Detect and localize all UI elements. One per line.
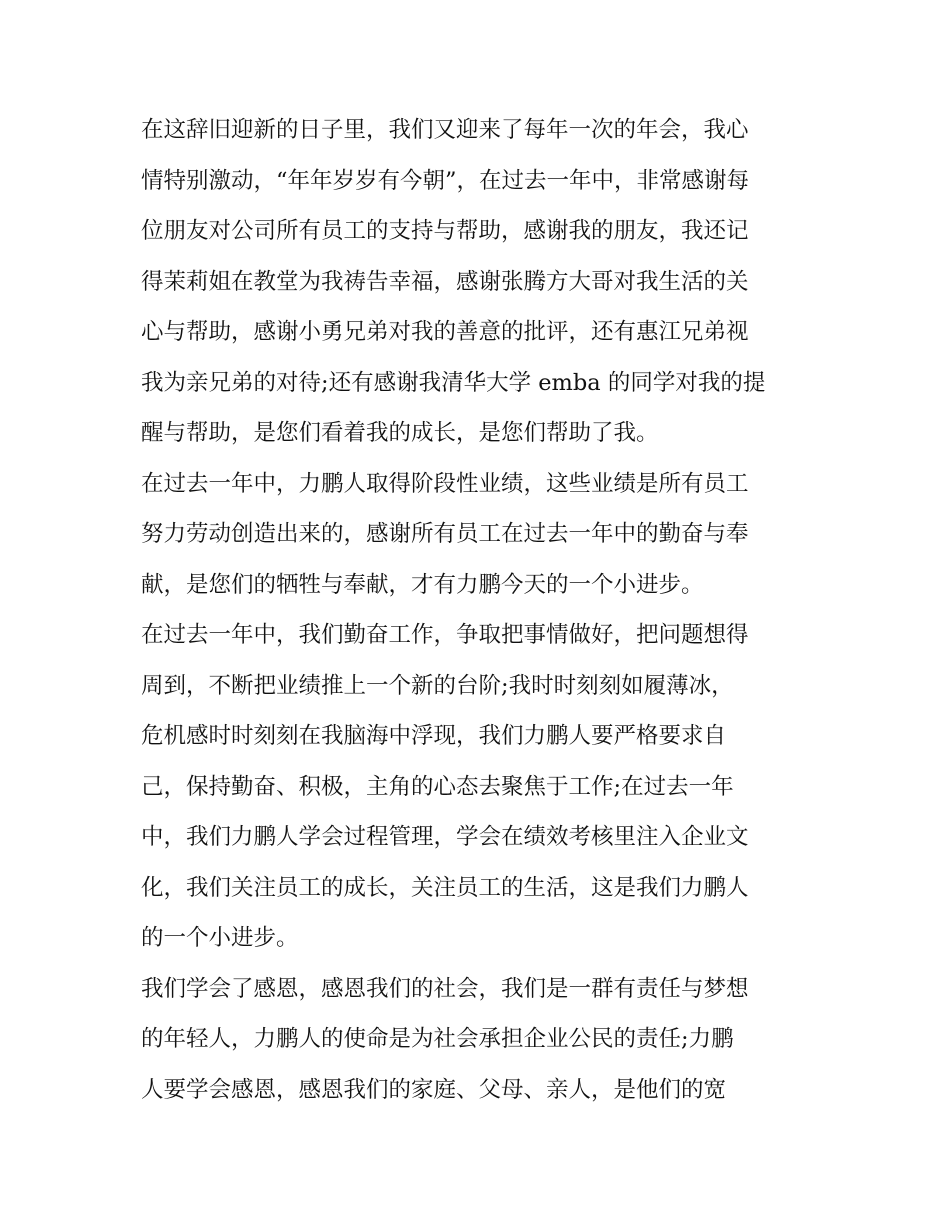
text-line: 醒与帮助，是您们看着我的成长，是您们帮助了我。 — [141, 420, 659, 446]
paragraph-2 — [141, 459, 816, 611]
text-line: 心与帮助，感谢小勇兄弟对我的善意的批评，还有惠江兄弟视 — [141, 319, 749, 345]
text-line: 在这辞旧迎新的日子里，我们又迎来了每年一次的年会，我心 — [141, 117, 749, 143]
text-line: 情特别激动，“年年岁岁有今朝”，在过去一年中，非常感谢每 — [141, 167, 750, 194]
text-line: 在过去一年中，力鹏人取得阶段性业绩，这些业绩是所有员工 — [141, 470, 749, 497]
text-line: 的一个小进步。 — [141, 925, 299, 951]
text-line: 献，是您们的牺牲与奉献，才有力鹏今天的一个小进步。 — [141, 571, 704, 598]
body-text — [141, 105, 816, 1115]
text-line: 周到，不断把业绩推上一个新的台阶;我时时刻刻如履薄冰， — [141, 672, 734, 699]
paragraph-3 — [141, 610, 816, 964]
paragraph-4 — [141, 964, 816, 1116]
text-line: 己，保持勤奋、积极，主角的心态去聚焦于工作;在过去一年 — [141, 773, 734, 800]
text-line: 得茉莉姐在教堂为我祷告幸福，感谢张腾方大哥对我生活的关 — [141, 268, 749, 295]
text-line: 中，我们力鹏人学会过程管理，学会在绩效考核里注入企业文 — [141, 824, 749, 850]
text-line: 我们学会了感恩，感恩我们的社会，我们是一群有责任与梦想 — [141, 975, 749, 1002]
paragraph-1 — [141, 105, 816, 459]
text-line: 危机感时时刻刻在我脑海中浮现，我们力鹏人要严格要求自 — [141, 723, 727, 749]
text-line: 化，我们关注员工的成长，关注员工的生活，这是我们力鹏人 — [141, 874, 749, 901]
text-line: 努力劳动创造出来的，感谢所有员工在过去一年中的勤奋与奉 — [141, 521, 749, 547]
text-line: 的年轻人，力鹏人的使命是为社会承担企业公民的责任;力鹏 — [141, 1026, 734, 1052]
text-line: 位朋友对公司所有员工的支持与帮助，感谢我的朋友，我还记 — [141, 218, 749, 244]
text-line: 在过去一年中，我们勤奋工作，争取把事情做好，把问题想得 — [141, 622, 749, 648]
text-line: 人要学会感恩，感恩我们的家庭、父母、亲人，是他们的宽 — [141, 1076, 727, 1103]
text-line: 我为亲兄弟的对待;还有感谢我清华大学 emba 的同学对我的提 — [141, 369, 766, 396]
